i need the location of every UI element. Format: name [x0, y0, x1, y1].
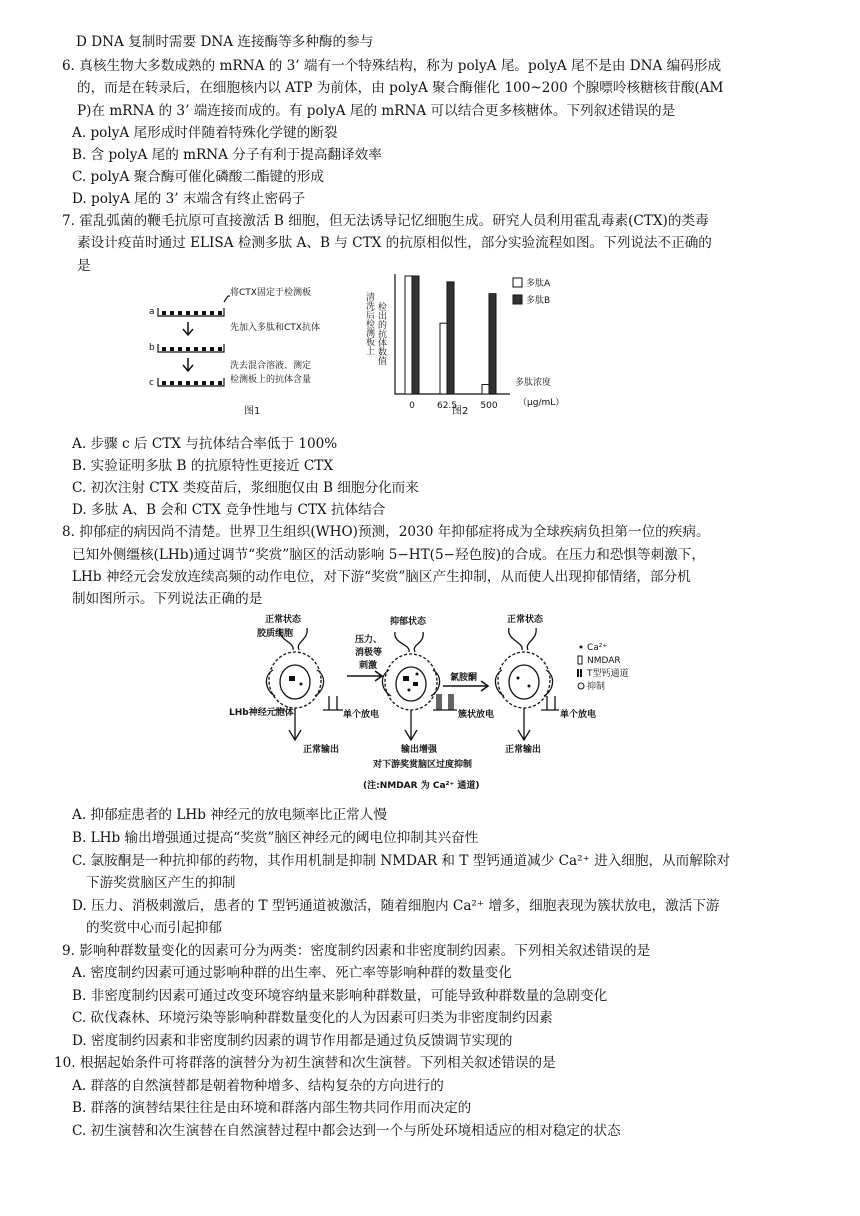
q9-stem: 9. 影响种群数量变化的因素可分为两类：密度制约因素和非密度制约因素。下列相关叙述错误的是	[62, 943, 651, 959]
q7-stem-1: 7. 霍乱弧菌的鞭毛抗原可直接激活 B 细胞，但无法诱导记忆细胞生成。研究人员利用霍乱毒素(CTX)的类毒	[62, 213, 709, 229]
q6-stem-3: P)在 mRNA 的 3’ 端连接而成的。有 polyA 尾的 mRNA 可以结合更多核糖体。下列叙述错误的是	[77, 103, 676, 119]
q6-option-d: D. polyA 尾的 3’ 末端含有终止密码子	[72, 191, 306, 207]
nmdar-icon	[578, 656, 582, 664]
figure-2-bar-chart	[360, 272, 570, 422]
q8-option-c-1: C. 氯胺酮是一种抗抑郁的药物，其作用机制是抑制 NMDAR 和 T 型钙通道减少 Ca²⁺ 进入细胞，从而解除对	[72, 853, 731, 869]
step-b-letter: b	[149, 343, 155, 353]
q8-stem-2: 已知外侧缰核(LHb)通过调节“奖赏”脑区的活动影响 5−HT(5−羟色胺)的合成。在压力和恐惧等刺激下，	[72, 547, 705, 563]
spike-train-2	[541, 696, 559, 710]
figure-3-lhb-mechanism	[225, 610, 655, 800]
q10-option-a: A. 群落的自然演替都是朝着物种增多、结构复杂的方向进行的	[72, 1078, 444, 1094]
q6-stem-2: 的，而是在转录后，在细胞核内以 ATP 为前体，由 polyA 聚合酶催化 100~200 个腺嘌呤核糖核苷酸(AM	[77, 80, 724, 96]
cell-normal-2	[495, 628, 552, 740]
figure-1-caption: 图1	[244, 406, 261, 417]
q7-option-a: A. 步骤 c 后 CTX 与抗体结合率低于 100%	[72, 436, 338, 452]
glia-label: 胶质细胞	[257, 629, 294, 639]
q7-stem-3: 是	[77, 258, 91, 274]
q8-stem-4: 制如图所示。下列说法正确的是	[72, 591, 263, 607]
y-axis-label-2: 检出的抗体数值	[376, 302, 386, 365]
q10-option-c: C. 初生演替和次生演替在自然演替过程中都会达到一个与所处环境相适应的相对稳定的状态	[72, 1123, 621, 1139]
q7-option-c: C. 初次注射 CTX 类疫苗后，浆细胞仅由 B 细胞分化而来	[72, 480, 419, 496]
inhibit-icon	[578, 683, 584, 689]
step-b-label: 先加入多肽和CTX抗体	[230, 323, 320, 333]
q9-option-d: D. 密度制约因素和非密度制约因素的调节作用都是通过负反馈调节实现的	[72, 1033, 513, 1049]
figure-3-note: (注:NMDAR 为 Ca²⁺ 通道)	[363, 781, 480, 791]
legend-swatch-a	[513, 278, 522, 287]
q8-option-a: A. 抑郁症患者的 LHb 神经元的放电频率比正常人慢	[72, 807, 387, 823]
burst-firing-label: 簇状放电	[458, 710, 495, 720]
legend-inhibit-label: 抑制	[587, 682, 606, 692]
step-c-label-1: 洗去混合溶液、测定	[230, 361, 312, 371]
step-a-label: 将CTX固定于检测板	[230, 288, 311, 298]
q9-option-a: A. 密度制约因素可通过影响种群的出生率、死亡率等影响种群的数量变化	[72, 965, 512, 981]
bar-b-0	[412, 276, 419, 394]
ketamine-label: 氯胺酮	[450, 673, 478, 683]
q8-option-b: B. LHb 输出增强通过提高“奖赏”脑区神经元的阈电位抑制其兴奋性	[72, 830, 479, 846]
output-normal-1: 正常输出	[303, 745, 340, 755]
bar-a-0	[405, 276, 412, 394]
q6-option-b: B. 含 polyA 尾的 mRNA 分子有利于提高翻译效率	[72, 147, 382, 163]
q7-option-d: D. 多肽 A、B 会和 CTX 竞争性地与 CTX 抗体结合	[72, 502, 386, 518]
q9-option-c: C. 砍伐森林、环境污染等影响种群数量变化的人为因素可归类为非密度制约因素	[72, 1010, 553, 1026]
spike-train-1	[323, 696, 343, 710]
figure-2-caption: 图2	[452, 406, 469, 417]
y-axis-label-1: 清洗后检测板上	[364, 292, 374, 355]
state-normal-1: 正常状态	[265, 615, 302, 625]
bar-b-2	[489, 294, 496, 394]
plate-b	[158, 344, 224, 352]
legend-swatch-b	[513, 295, 522, 304]
legend-label-a: 多肽A	[526, 279, 551, 289]
x-axis-label: 多肽浓度	[515, 378, 552, 388]
stimulus-label-1: 压力、	[355, 635, 383, 645]
q10-option-b: B. 群落的演替结果往往是由环境和群落内部生物共同作用而决定的	[72, 1100, 472, 1116]
legend-label-b: 多肽B	[526, 296, 551, 306]
x-tick-label-1: 62.5	[436, 401, 458, 411]
stimulus-label-3: 刺激	[359, 661, 378, 671]
state-depressed: 抑郁状态	[390, 617, 427, 627]
figure-1-elisa-steps	[140, 278, 360, 428]
output-normal-2: 正常输出	[505, 745, 542, 755]
bar-b-1	[447, 282, 454, 394]
spike-train-burst	[433, 694, 457, 710]
plate-a	[158, 308, 224, 316]
lhb-body-label: LHb神经元胞体	[229, 708, 294, 718]
x-tick-label-0: 0	[409, 401, 415, 411]
bar-a-2	[482, 385, 489, 394]
q8-option-c-2: 下游奖赏脑区产生的抑制	[86, 875, 236, 891]
state-normal-2: 正常状态	[507, 615, 544, 625]
arrow-stress	[347, 671, 382, 681]
q8-option-d-2: 的奖赏中心而引起抑郁	[86, 920, 222, 936]
cell-normal-1	[266, 628, 323, 740]
bar-a-1	[440, 323, 447, 394]
single-spike-label-2: 单个放电	[560, 710, 597, 720]
legend-t-channel-label: T型钙通道	[587, 669, 629, 679]
q7-option-b: B. 实验证明多肽 B 的抗原特性更接近 CTX	[72, 458, 334, 474]
suppression-label: 对下游奖赏脑区过度抑制	[373, 760, 473, 770]
stimulus-label-2: 消极等	[355, 648, 383, 658]
q7-stem-2: 素设计疫苗时通过 ELISA 检测多肽 A、B 与 CTX 的抗原相似性，部分实验流程如图。下列说法不正确的	[77, 235, 712, 251]
x-axis-unit: （μg/mL）	[518, 398, 565, 408]
q5-option-d: D DNA 复制时需要 DNA 连接酶等多种酶的参与	[76, 34, 374, 50]
plate-c	[158, 378, 224, 386]
q10-stem: 10. 根据起始条件可将群落的演替分为初生演替和次生演替。下列相关叙述错误的是	[54, 1055, 556, 1071]
calcium-ion-icon	[580, 646, 583, 649]
legend-ca-label: Ca²⁺	[587, 643, 608, 653]
step-c-label-2: 检测板上的抗体含量	[230, 375, 312, 385]
q6-option-a: A. polyA 尾形成时伴随着特殊化学键的断裂	[72, 125, 338, 141]
flow-arrows	[183, 322, 193, 371]
q8-option-d-1: D. 压力、消极刺激后，患者的 T 型钙通道被激活，随着细胞内 Ca²⁺ 增多，细胞表现为簇状放电，激活下游	[72, 898, 720, 914]
q8-stem-3: LHb 神经元会发放连续高频的动作电位，对下游“奖赏”脑区产生抑制，从而使人出现抑郁情绪，部分机	[72, 569, 691, 585]
q9-option-b: B. 非密度制约因素可通过改变环境容纳量来影响种群数量，可能导致种群数量的急剧变化	[72, 988, 608, 1004]
step-c-letter: c	[149, 378, 154, 388]
legend-nmdar-label: NMDAR	[587, 656, 621, 666]
output-increased: 输出增强	[401, 745, 438, 755]
q6-option-c: C. polyA 聚合酶可催化磷酸二酯键的形成	[72, 169, 324, 185]
q8-stem-1: 8. 抑郁症的病因尚不清楚。世界卫生组织(WHO)预测，2030 年抑郁症将成为全球疾病负担第一位的疾病。	[62, 524, 710, 540]
x-tick-label-2: 500	[480, 401, 498, 411]
single-spike-label-1: 单个放电	[343, 710, 380, 720]
cell-depressed	[382, 632, 439, 740]
t-channel-icon	[577, 669, 579, 677]
q6-stem-1: 6. 真核生物大多数成熟的 mRNA 的 3’ 端有一个特殊结构，称为 polyA 尾。polyA 尾不是由 DNA 编码形成	[62, 58, 722, 74]
step-a-letter: a	[149, 307, 155, 317]
